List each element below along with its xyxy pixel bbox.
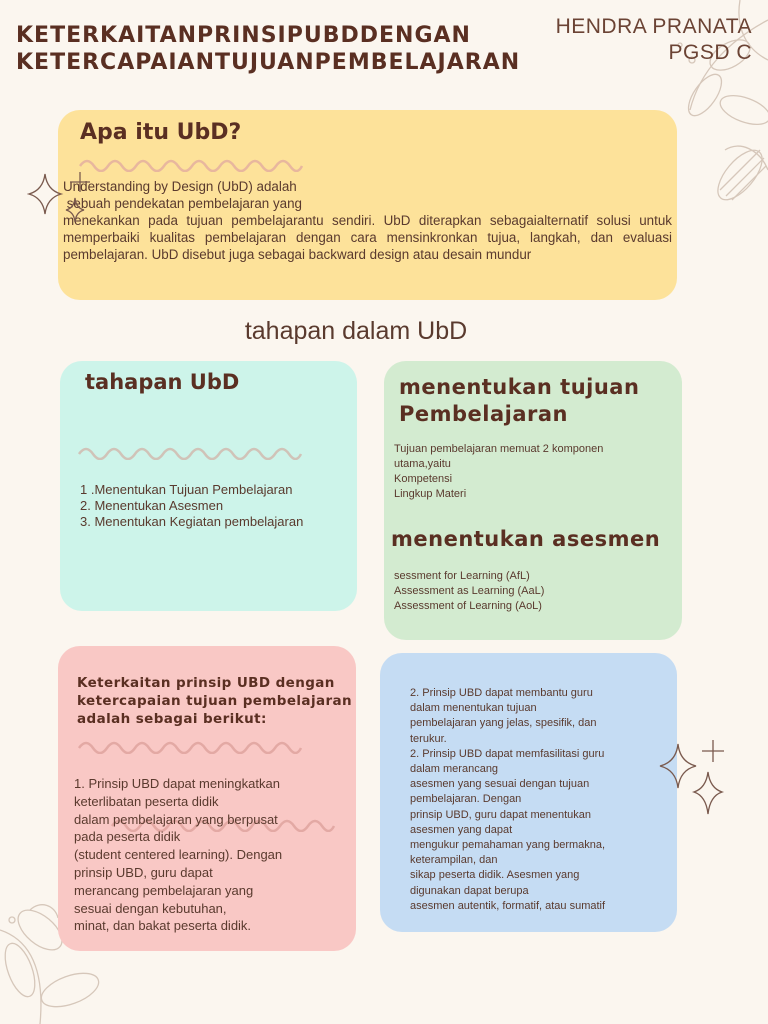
assessment-line: sessment for Learning (AfL) bbox=[394, 570, 530, 582]
relation-line: keterlibatan peserta didik bbox=[74, 793, 219, 809]
assessment-heading: menentukan asesmen bbox=[391, 527, 661, 551]
wavy-divider bbox=[78, 154, 304, 172]
author-block bbox=[556, 14, 752, 66]
relation-text bbox=[74, 775, 282, 935]
relation-heading-line-1: Keterkaitan prinsip UBD dengan bbox=[77, 675, 335, 691]
assessment-line: Assessment of Learning (AoL) bbox=[394, 600, 542, 612]
principles-line: dalam merancang bbox=[410, 763, 499, 776]
author-class: PGSD C bbox=[668, 41, 752, 64]
intro-paragraph: menekankan pada tujuan pembelajarantu sendiri. UbD diterapkan sebagaialternatif solusi untuk memperbaiki kualitas pembelajaran dengan cara mensinkronkan tujua, langkah, dan evaluasi pembelajaran. UbD disebut juga sebagai backward design atau desain mundur bbox=[63, 213, 672, 262]
relation-line: dalam pembelajaran yang berpusat bbox=[74, 811, 278, 827]
intro-heading: Apa itu UbD? bbox=[80, 120, 242, 145]
wavy-divider bbox=[77, 442, 303, 460]
objectives-heading-line-2: Pembelajaran bbox=[399, 402, 569, 426]
relation-line: pada peserta didik bbox=[74, 829, 181, 845]
principles-line: 2. Prinsip UBD dapat memfasilitasi guru bbox=[410, 747, 605, 760]
relation-heading-line-2: ketercapaian tujuan pembelajaran bbox=[77, 693, 353, 709]
relation-line: 1. Prinsip UBD dapat meningkatkan bbox=[74, 776, 280, 791]
principles-line: asesmen yang dapat bbox=[410, 823, 513, 836]
objectives-heading bbox=[399, 374, 639, 428]
relation-line: minat, dan bakat peserta didik. bbox=[74, 918, 252, 934]
assessment-line: Assessment as Learning (AaL) bbox=[394, 585, 545, 597]
relation-line: prinsip UBD, guru dapat bbox=[74, 864, 213, 880]
relation-heading-line-3: adalah sebagai berikut: bbox=[77, 711, 267, 727]
principles-line: pembelajaran. Dengan bbox=[410, 793, 522, 806]
principles-line: digunakan dapat berupa bbox=[410, 884, 529, 897]
relation-line: (student centered learning). Dengan bbox=[74, 847, 283, 863]
section-title: tahapan dalam UbD bbox=[244, 317, 468, 345]
title-line-2: KETERCAPAIANTUJUANPEMBELAJARAN bbox=[16, 50, 521, 75]
stages-list bbox=[80, 482, 303, 530]
objectives-line: utama,yaitu bbox=[394, 458, 451, 470]
author-name: HENDRA PRANATA bbox=[555, 15, 752, 38]
principles-line: keterampilan, dan bbox=[410, 854, 498, 867]
list-item: 2. Menentukan Asesmen bbox=[80, 498, 224, 513]
principles-line: 2. Prinsip UBD dapat membantu guru bbox=[410, 687, 593, 699]
list-item: 1 .Menentukan Tujuan Pembelajaran bbox=[80, 482, 293, 497]
list-item: 3. Menentukan Kegiatan pembelajaran bbox=[80, 514, 304, 529]
intro-text bbox=[63, 178, 672, 263]
principles-line: prinsip UBD, guru dapat menentukan bbox=[410, 808, 591, 821]
relation-line: sesuai dengan kebutuhan, bbox=[74, 900, 227, 916]
sparkle-icon bbox=[658, 738, 728, 820]
principles-line: pembelajaran yang jelas, spesifik, dan bbox=[410, 717, 597, 730]
principles-line: asesmen autentik, formatif, atau sumatif bbox=[410, 899, 606, 912]
assessment-text bbox=[394, 569, 544, 614]
sparkle-icon bbox=[27, 170, 97, 240]
principles-line: mengukur pemahaman yang bermakna, bbox=[410, 839, 606, 852]
objectives-heading-line-1: menentukan tujuan bbox=[399, 375, 640, 399]
principles-line: terukur. bbox=[410, 732, 447, 745]
title-line-1: KETERKAITANPRINSIPUBDDENGAN bbox=[16, 23, 471, 48]
page-title bbox=[16, 22, 520, 76]
intro-line-2: sebuah pendekatan pembelajaran yang bbox=[63, 196, 302, 211]
objectives-line: Kompetensi bbox=[394, 473, 453, 485]
relation-line: merancang pembelajaran yang bbox=[74, 882, 254, 898]
wavy-divider bbox=[77, 736, 303, 754]
objectives-text bbox=[394, 442, 603, 502]
principles-line: asesmen yang sesuai dengan tujuan bbox=[410, 778, 590, 791]
objectives-line: Tujuan pembelajaran memuat 2 komponen bbox=[394, 443, 604, 455]
principles-line: sikap peserta didik. Asesmen yang bbox=[410, 869, 580, 882]
objectives-line: Lingkup Materi bbox=[394, 488, 467, 500]
stages-heading: tahapan UbD bbox=[85, 370, 240, 394]
relation-heading bbox=[77, 674, 352, 728]
principles-text bbox=[410, 686, 605, 914]
principles-line: dalam menentukan tujuan bbox=[410, 702, 537, 715]
intro-line-1: Understanding by Design (UbD) adalah bbox=[63, 179, 297, 194]
